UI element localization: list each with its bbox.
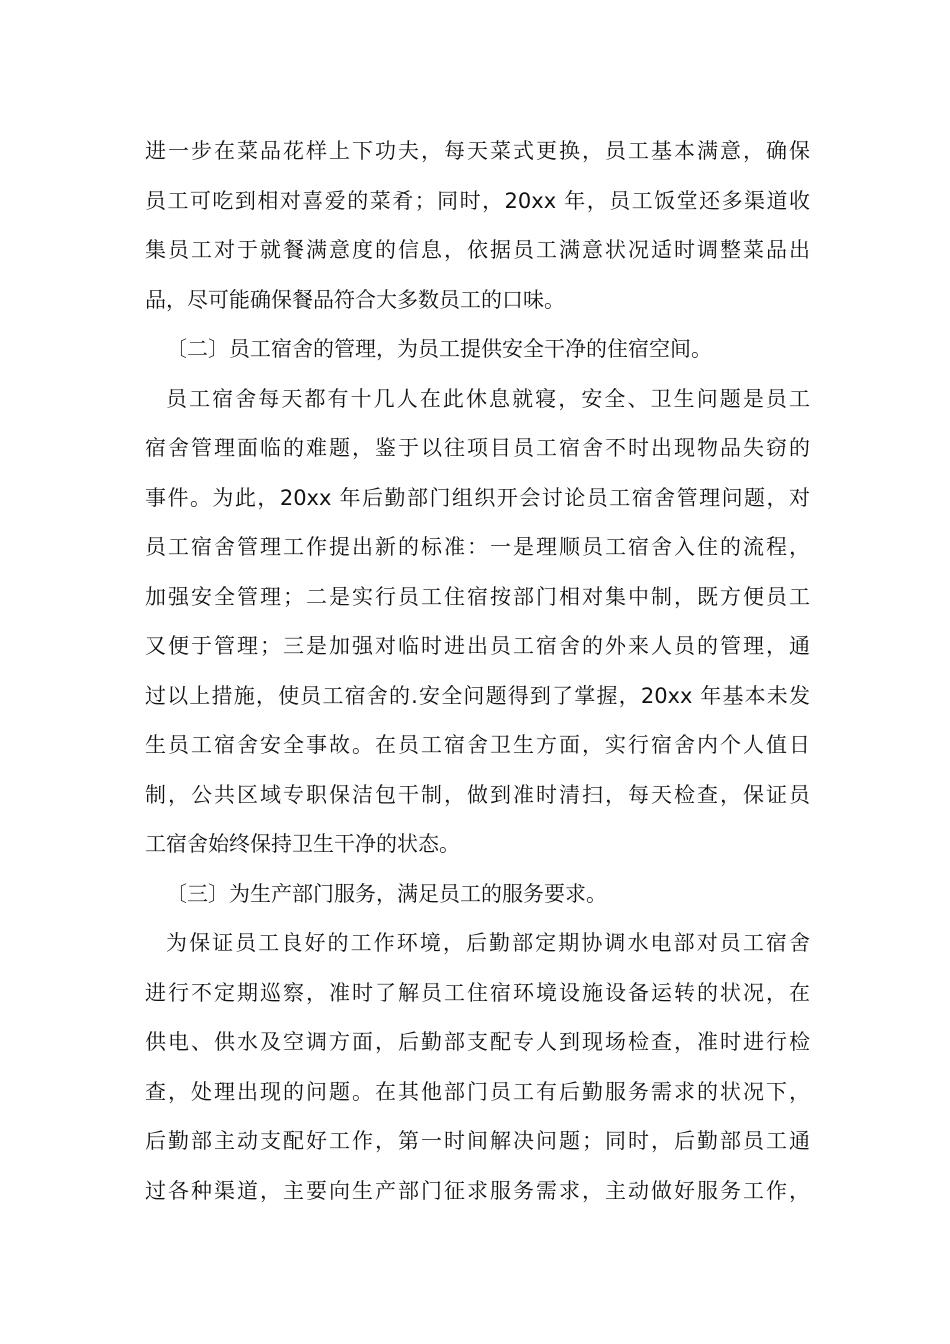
document-text-line: 又便于管理；三是加强对临时进出员工宿舍的外来人员的管理，通 [145, 634, 810, 658]
document-text-line: 为保证员工良好的工作环境，后勤部定期协调水电部对员工宿舍 [166, 931, 810, 955]
document-text-line: 查，处理出现的问题。在其他部门员工有后勤服务需求的状况下， [145, 1079, 810, 1104]
document-text-line: 品，尽可能确保餐品符合大多数员工的口味。 [145, 287, 565, 312]
document-text-line: 集员工对于就餐满意度的信息，依据员工满意状况适时调整菜品出 [145, 238, 810, 262]
document-text-line: 后勤部主动支配好工作，第一时间解决问题；同时，后勤部员工通 [145, 1129, 810, 1153]
document-text-line: 宿舍管理面临的难题，鉴于以往项目员工宿舍不时出现物品失窃的 [145, 436, 810, 460]
document-body [145, 127, 810, 1216]
document-text-line: 过以上措施，使员工宿舍的.安全问题得到了掌握，20xx 年基本未发 [145, 683, 810, 708]
document-text-line: 供电、供水及空调方面，后勤部支配专人到现场检查，准时进行检 [145, 1030, 810, 1054]
document-text-line: 加强安全管理；二是实行员工住宿按部门相对集中制，既方便员工 [145, 584, 810, 609]
document-text-line: 〔三〕为生产部门服务，满足员工的服务要求。 [166, 881, 607, 906]
document-text-line: 过各种渠道，主要向生产部门征求服务需求，主动做好服务工作， [145, 1178, 810, 1203]
document-text-line: 生员工宿舍安全事故。在员工宿舍卫生方面，实行宿舍内个人值日 [145, 733, 810, 757]
document-text-line: 事件。为此，20xx 年后勤部门组织开会讨论员工宿舍管理问题，对 [145, 485, 810, 510]
document-text-line: 进一步在菜品花样上下功夫，每天菜式更换，员工基本满意，确保 [145, 139, 810, 163]
document-text-line: 员工宿舍每天都有十几人在此休息就寝，安全、卫生问题是员工 [166, 386, 810, 411]
document-text-line: 员工可吃到相对喜爱的菜肴；同时，20xx 年，员工饭堂还多渠道收 [145, 188, 810, 213]
document-text-line: 员工宿舍管理工作提出新的标准：一是理顺员工宿舍入住的流程， [145, 535, 810, 559]
document-text-line: 进行不定期巡察，准时了解员工住宿环境设施设备运转的状况，在 [145, 980, 810, 1005]
document-text-line: 工宿舍始终保持卫生干净的状态。 [145, 832, 460, 856]
document-text-line: 〔二〕员工宿舍的管理，为员工提供安全干净的住宿空间。 [166, 337, 712, 361]
document-text-line: 制，公共区域专职保洁包干制，做到准时清扫，每天检查，保证员 [145, 782, 810, 807]
